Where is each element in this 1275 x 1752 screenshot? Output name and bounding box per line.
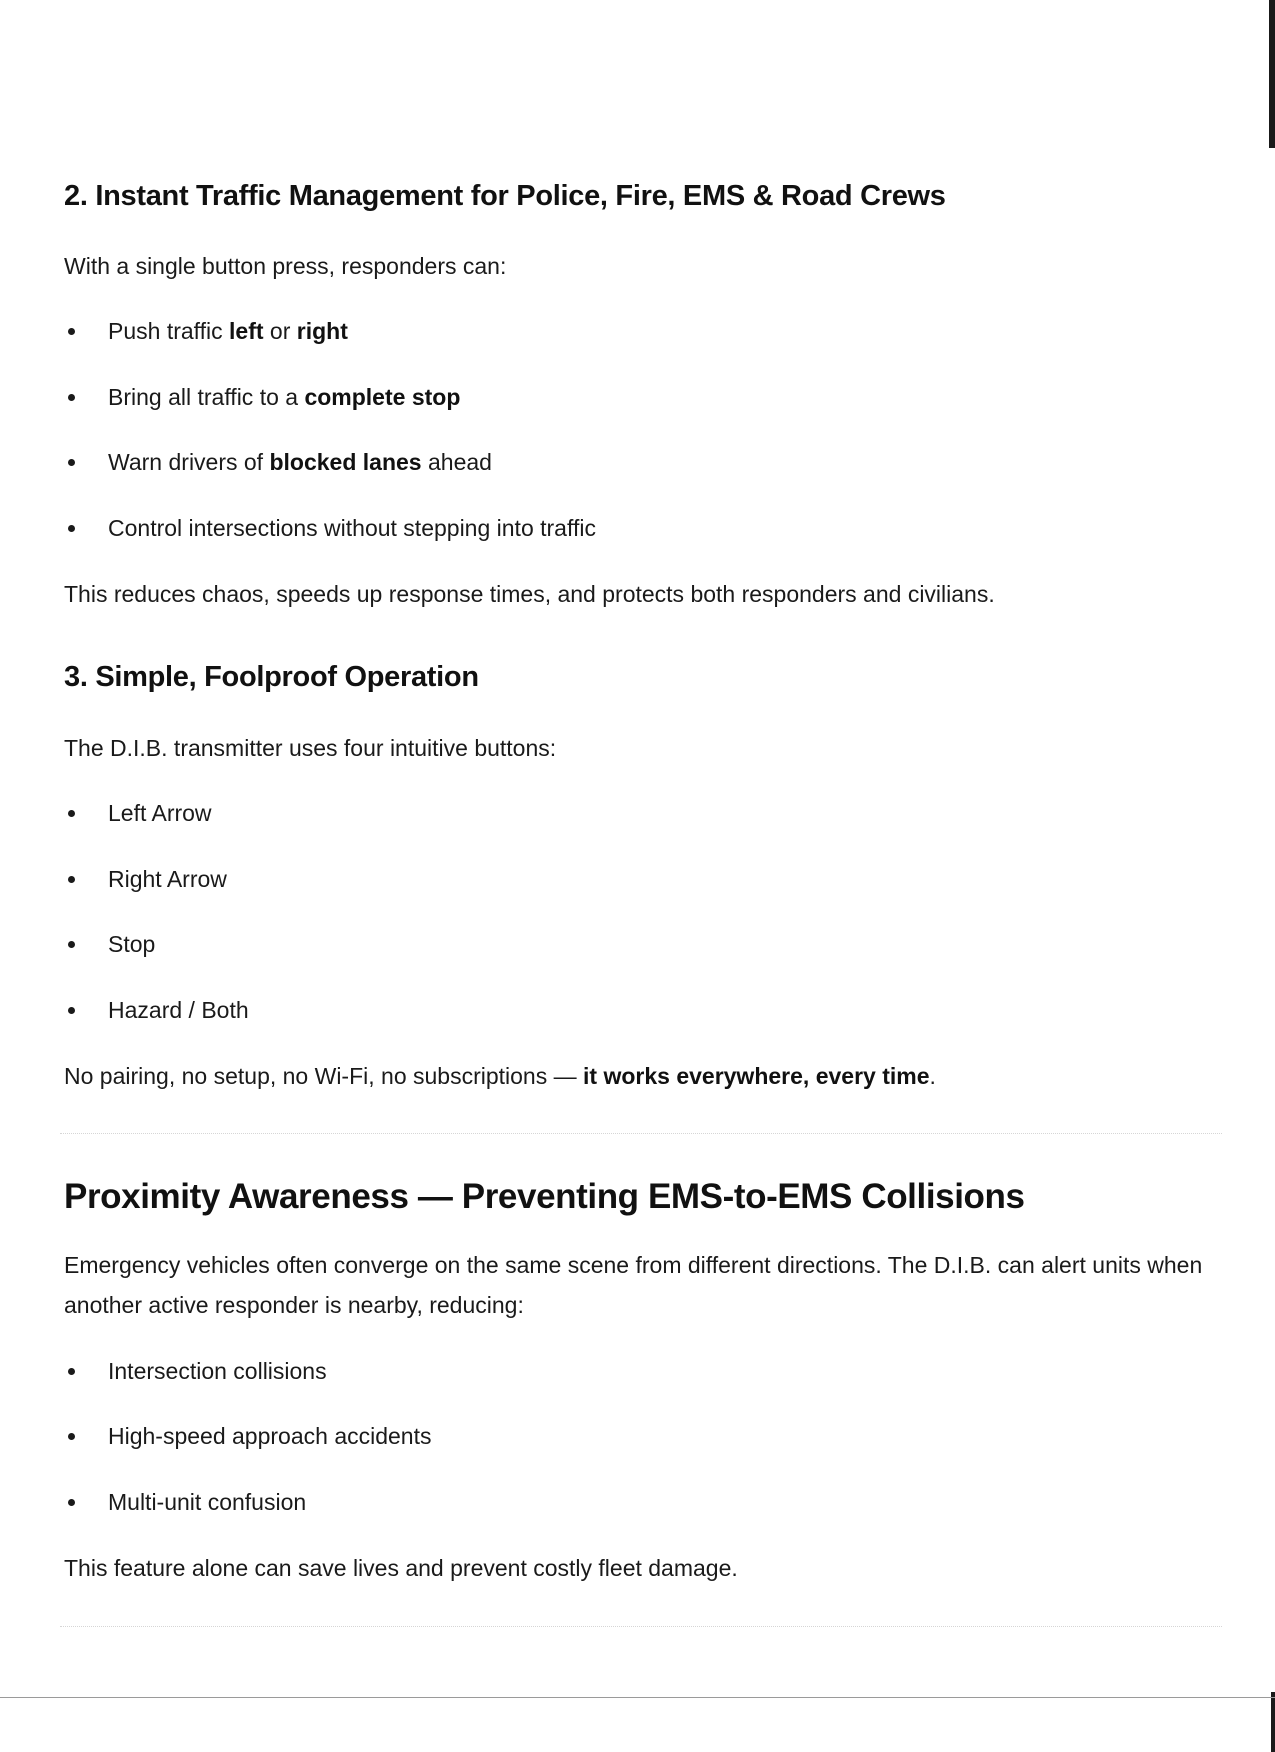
bullet-icon xyxy=(68,525,75,532)
emphasis-text: right xyxy=(296,318,348,344)
section-3-heading: 3. Simple, Foolproof Operation xyxy=(64,661,479,693)
list-item-text: Intersection collisions xyxy=(108,1358,327,1384)
proximity-intro: Emergency vehicles often converge on the same scene from different directions. The D.I.B. can alert units when another active responder is nearby, reducing: xyxy=(64,1252,1203,1318)
list-item-text: Control intersections without stepping into traffic xyxy=(108,515,596,541)
section-3-intro: The D.I.B. transmitter uses four intuitive buttons: xyxy=(64,735,557,761)
section-2-intro: With a single button press, responders can: xyxy=(64,253,507,279)
bullet-icon xyxy=(68,810,75,817)
proximity-outro: This feature alone can save lives and prevent costly fleet damage. xyxy=(64,1555,738,1581)
scan-edge-artifact xyxy=(1269,0,1275,148)
list-item-text: High-speed approach accidents xyxy=(108,1423,432,1449)
list-item-text: Hazard / Both xyxy=(108,997,249,1023)
bullet-icon xyxy=(68,328,75,335)
section-2-outro: This reduces chaos, speeds up response times, and protects both responders and civilians. xyxy=(64,581,995,607)
emphasis-text: it works everywhere, every time xyxy=(583,1063,930,1089)
list-item-text: ahead xyxy=(421,449,492,475)
bullet-icon xyxy=(68,1433,75,1440)
section-3-outro xyxy=(64,1056,1214,1096)
section-divider xyxy=(60,1626,1222,1627)
emphasis-text: left xyxy=(229,318,264,344)
proximity-heading: Proximity Awareness — Preventing EMS-to-EMS Collisions xyxy=(64,1177,1025,1216)
bullet-icon xyxy=(68,394,75,401)
bullet-icon xyxy=(68,1499,75,1506)
bullet-icon xyxy=(68,459,75,466)
list-item-text: Multi-unit confusion xyxy=(108,1489,307,1515)
section-divider xyxy=(60,1133,1222,1134)
list-item-text: Right Arrow xyxy=(108,866,227,892)
list-item-text: or xyxy=(263,318,297,344)
emphasis-text: complete stop xyxy=(304,384,461,410)
emphasis-text: blocked lanes xyxy=(269,449,422,475)
list-item-text: Push traffic xyxy=(108,318,230,344)
scan-bottom-line xyxy=(0,1697,1275,1698)
section-2-heading: 2. Instant Traffic Management for Police, Fire, EMS & Road Crews xyxy=(64,180,946,212)
list-item-text: Warn drivers of xyxy=(108,449,270,475)
bullet-icon xyxy=(68,941,75,948)
list-item-text: Bring all traffic to a xyxy=(108,384,305,410)
bullet-icon xyxy=(68,1368,75,1375)
outro-text: No pairing, no setup, no Wi-Fi, no subscriptions — xyxy=(64,1063,584,1089)
outro-text: . xyxy=(929,1063,936,1089)
scan-edge-artifact xyxy=(1271,1692,1275,1752)
list-item-text: Left Arrow xyxy=(108,800,212,826)
list-item-text: Stop xyxy=(108,931,156,957)
bullet-icon xyxy=(68,876,75,883)
bullet-icon xyxy=(68,1007,75,1014)
